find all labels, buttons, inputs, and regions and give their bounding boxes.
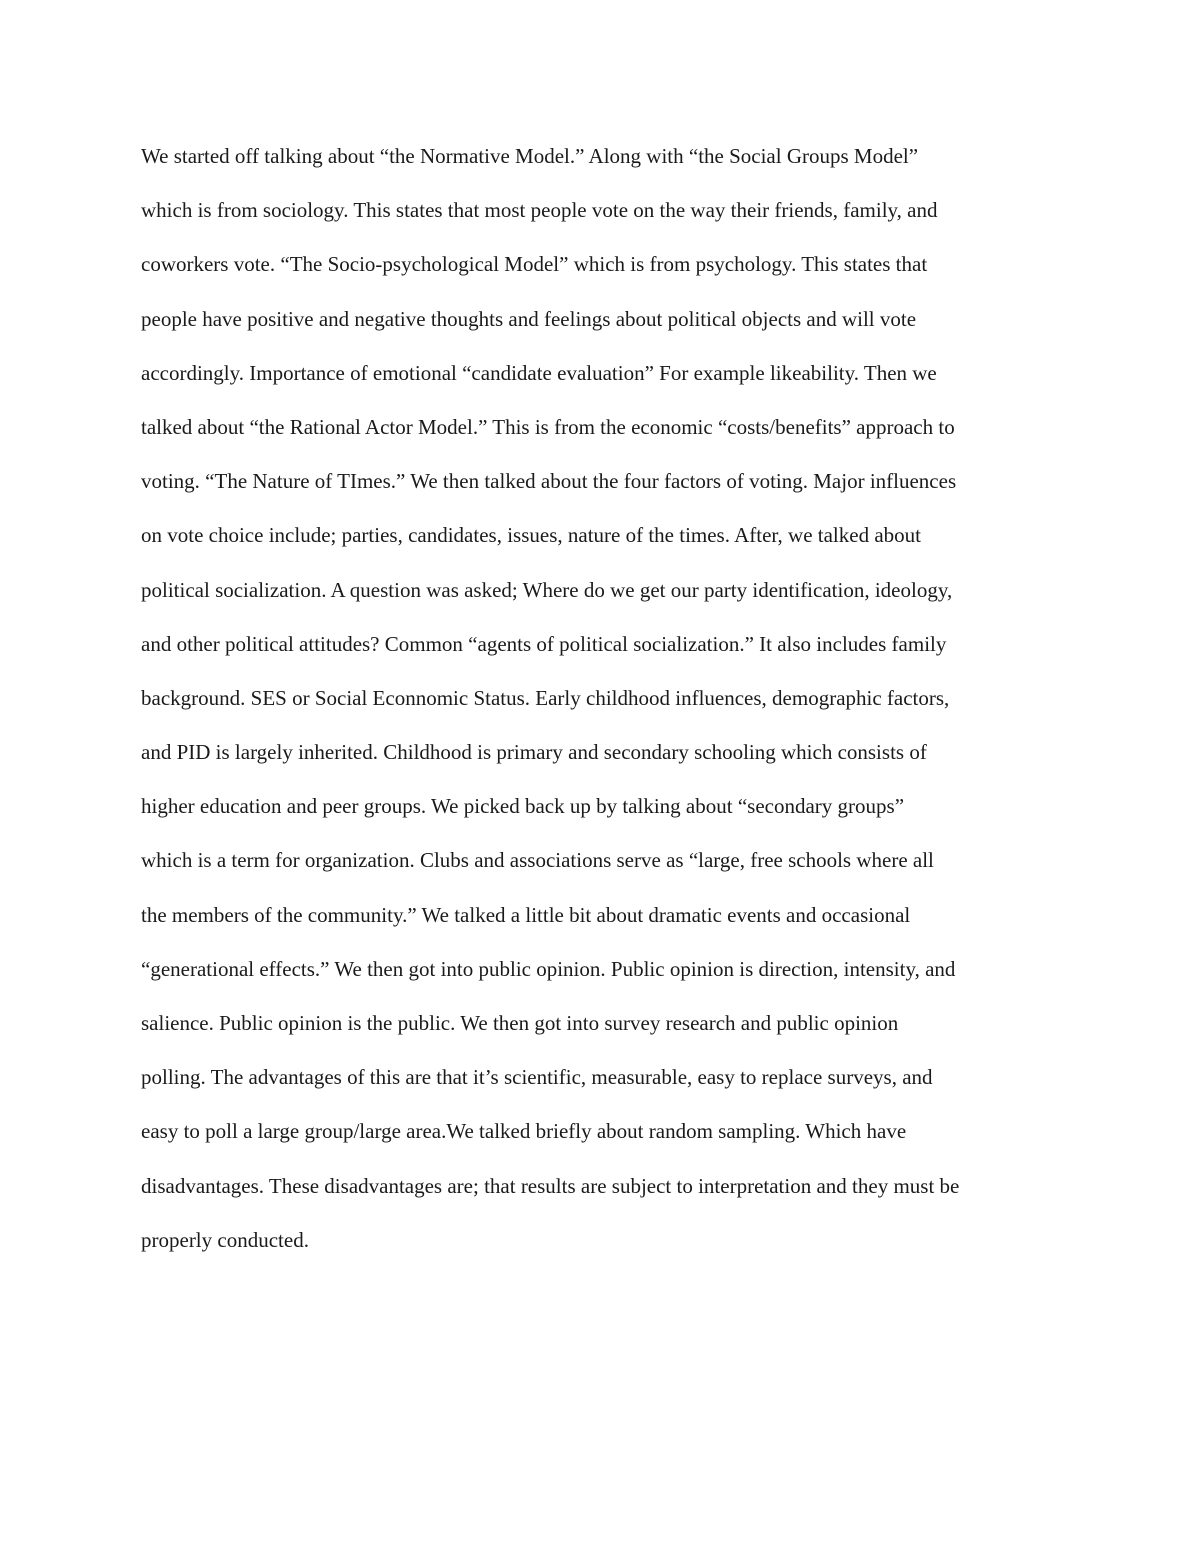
text-line: the members of the community.” We talked a little bit about dramatic events and occasional xyxy=(141,902,911,927)
text-line: which is a term for organization. Clubs and associations serve as “large, free schools where all xyxy=(141,848,934,873)
text-line: political socialization. A question was asked; Where do we get our party identification, ideology, xyxy=(141,577,953,602)
body-paragraph xyxy=(141,129,1071,1267)
text-line: We started off talking about “the Normative Model.” Along with “the Social Groups Model” xyxy=(141,144,919,168)
text-line: higher education and peer groups. We picked back up by talking about “secondary groups” xyxy=(141,794,905,819)
text-line: people have positive and negative thoughts and feelings about political objects and will vote xyxy=(141,306,917,331)
text-line: accordingly. Importance of emotional “candidate evaluation” For example likeability. Then we xyxy=(141,360,937,385)
text-line: salience. Public opinion is the public. We then got into survey research and public opinion xyxy=(141,1011,899,1035)
text-line: and PID is largely inherited. Childhood is primary and secondary schooling which consists of xyxy=(141,740,927,765)
text-line: disadvantages. These disadvantages are; that results are subject to interpretation and they must be xyxy=(141,1173,960,1198)
text-line: coworkers vote. “The Socio-psychological Model” which is from psychology. This states that xyxy=(141,252,928,277)
text-line: easy to poll a large group/large area.We talked briefly about random sampling. Which have xyxy=(141,1119,907,1144)
text-line: on vote choice include; parties, candidates, issues, nature of the times. After, we talked about xyxy=(141,523,921,548)
text-line: “generational effects.” We then got into public opinion. Public opinion is direction, intensity, and xyxy=(141,956,956,981)
text-line: background. SES or Social Econnomic Status. Early childhood influences, demographic factors, xyxy=(141,685,950,710)
text-line: polling. The advantages of this are that it’s scientific, measurable, easy to replace surveys, and xyxy=(141,1065,933,1090)
text-line: voting. “The Nature of TImes.” We then talked about the four factors of voting. Major influences xyxy=(141,469,957,494)
text-line: properly conducted. xyxy=(141,1227,309,1252)
text-line: which is from sociology. This states that most people vote on the way their friends, family, and xyxy=(141,198,938,223)
text-line: and other political attitudes? Common “agents of political socialization.” It also includes family xyxy=(141,631,947,656)
text-line: talked about “the Rational Actor Model.” This is from the economic “costs/benefits” approach to xyxy=(141,414,955,439)
